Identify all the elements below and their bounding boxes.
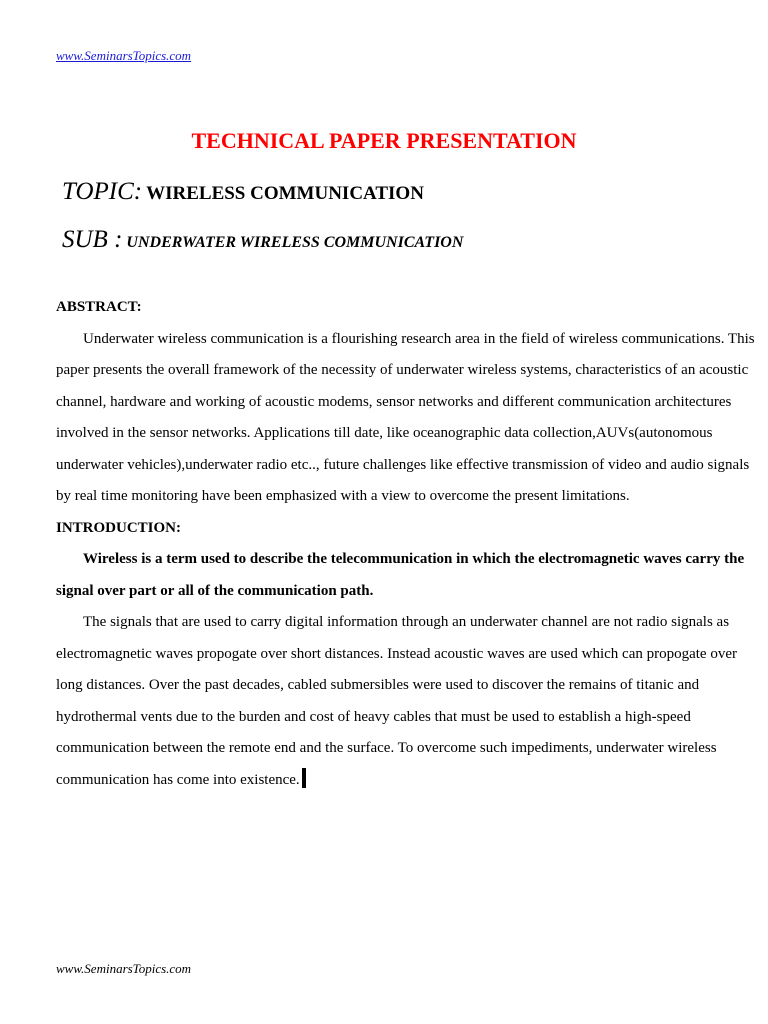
text-cursor (302, 768, 306, 788)
topic-line (62, 178, 424, 206)
introduction-paragraph-text: The signals that are used to carry digital information through an underwater channel are not radio signals as electromagnetic waves propogate over short distances. Instead acoustic waves are used which can propogate over long distances. Over the past decades, cabled submersibles were used to discover the remains of titanic and hydrothermal vents due to the burden and cost of heavy cables that must be used to establish a high-speed communication between the remote end and the surface. To overcome such impediments, underwater wireless communication has come into existence. (56, 614, 737, 788)
introduction-paragraph[interactable] (56, 607, 760, 796)
abstract-heading: ABSTRACT: (56, 299, 142, 315)
topic-label: TOPIC: (62, 178, 143, 205)
abstract-paragraph: Underwater wireless communication is a flourishing research area in the field of wireless communications. This paper presents the overall framework of the necessity of underwater wireless systems, characteristics of an acoustic channel, hardware and working of acoustic modems, sensor networks and different communication architectures involved in the sensor networks. Applications till date, like oceanographic data collection,AUVs(autonomous underwater vehicles),underwater radio etc.., future challenges like effective transmission of video and audio signals by real time monitoring have been emphasized with a view to overcome the present limitations. (56, 330, 755, 504)
footer-website-text: www.SeminarsTopics.com (56, 961, 192, 976)
introduction-heading: INTRODUCTION: (56, 519, 182, 536)
header-website-link[interactable]: www.SeminarsTopics.com (56, 48, 192, 63)
document-body (56, 292, 760, 796)
sub-line (62, 226, 463, 254)
introduction-definition-paragraph: Wireless is a term used to describe the telecommunication in which the electromagnetic waves carry the signal over part or all of the communication path. (56, 551, 745, 599)
page-title: TECHNICAL PAPER PRESENTATION (191, 128, 577, 153)
sub-value: UNDERWATER WIRELESS COMMUNICATION (126, 234, 464, 251)
sub-label: SUB : (62, 226, 123, 253)
topic-value: WIRELESS COMMUNICATION (146, 183, 424, 204)
